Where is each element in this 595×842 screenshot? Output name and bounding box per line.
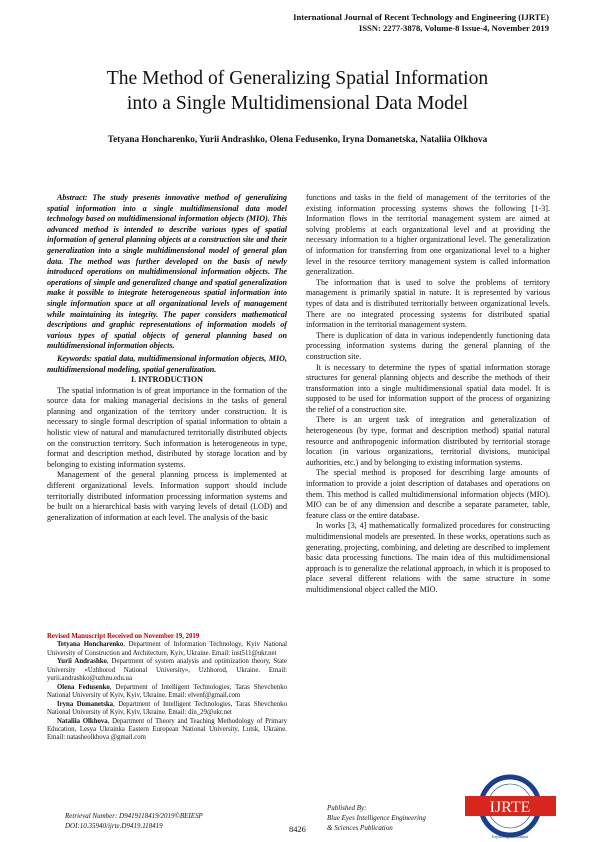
author-note-text: , Department of Intelligent Technologies, Taras Shevchenko National University of Kyiv, Kyiv, Ukraine. Email: elvenf@gmail.com [47, 683, 288, 700]
author-note-name: Iryna Domanetska [57, 700, 114, 708]
author-note-name: Yurii Andrashko [57, 658, 107, 666]
journal-name: International Journal of Recent Technology and Engineering (IJRTE) [293, 12, 549, 22]
retrieval-number: Retrieval Number: D9419118419/2019©BEIESP [65, 812, 203, 820]
doi: DOI:10.35940/ijrte.D9419.118419 [65, 822, 163, 830]
title-line-1: The Method of Generalizing Spatial Information [106, 68, 489, 89]
author-note-name: Nataliia Olkhova [57, 717, 108, 725]
paragraph: It is necessary to determine the types of spatial information storage structures for general planning objects and describe the methods of their transformation into a single multidimensional spatial data model. It is supposed to be used for information support of the process of organizing the relief of a construction site. [306, 362, 550, 414]
keywords-label: Keywords: [57, 353, 93, 363]
author-note-text: , Department of Theory and Teaching Methodology of Primary Education, Lesya Ukrainka Eastern European National University, Lutsk, Ukraine. Email: natasheolkhova @gmail.com [47, 717, 288, 742]
published-by: Published By: [327, 804, 367, 812]
paragraph: The special method is proposed for describing large amounts of information to provide a joint description of databases and operations on them. This method is called multidimensional information objects (MIO). MIO can be of any dimension and describe a separate parameter, table, feature class or the entire database. [306, 468, 550, 520]
author-note [47, 684, 287, 701]
author-note [47, 658, 287, 683]
paragraph: There is duplication of data in various independently functioning data processing information systems during the general planning of the construction site. [306, 330, 550, 361]
logo-text: IJRTE [489, 799, 531, 816]
page-number: 8426 [289, 825, 306, 834]
revised-date: Revised Manuscript Received on November 19, 2019 [47, 633, 200, 640]
abstract-text: The study presents innovative method of generalizing spatial information into a single multidimensional data model technology based on multidimensional information objects (MIO). This advanced method is intended to describe various types of spatial information of general planning objects at a construction site and their generalization into a single multidimensional model of general plan data. The method was further developed on the basis of newly introduced operations on multidimensional information objects. The operations of simple and generalized change and spatial generalization make it possible to integrate heterogeneous spatial information into single information space at all organizational levels of management while maintaining its integrity. The paper considers mathematical descriptions and graphic representations of information models of various types of spatial objects of general planning based on multidimensional information objects. [47, 193, 287, 351]
left-column [47, 193, 287, 523]
publisher-line-2: & Sciences Publication [327, 824, 393, 832]
author-note [47, 718, 287, 743]
abstract-label: Abstract: [57, 193, 88, 202]
paragraph: The information that is used to solve the problems of territory management is primarily spatial in nature. It is represented by various types of data and is distributed territorially between organizational levels. There are no integrated processing systems for distributed spatial information in the territorial management system. [306, 277, 550, 330]
journal-issn: ISSN: 2277-3878, Volume-8 Issue-4, November 2019 [358, 23, 549, 33]
abstract [47, 193, 287, 352]
author-note-text: , Department of Intelligent Technologies, Taras Shevchenko National University of Kyiv, Kyiv, Ukraine. Email: din_29@ukr.net [47, 700, 287, 717]
paragraph: The spatial information is of great importance in the formation of the source data for making managerial decisions in the tasks of general planning and organization of the territory under construction. It is necessary to single formal description of spatial information to obtain a holistic view of natural and manufactured territorially distributed objects on the construction territory. Such information is heterogeneous in type, format and description method, distributed by storage location and by belonging to existing information systems. [47, 385, 287, 469]
author-notes [47, 633, 287, 743]
ijrte-logo [463, 774, 558, 840]
paragraph: functions and tasks in the field of management of the territories of the existing information processing systems shows the following [1-3]. Information flows in the territorial management system are aimed at solving problems at each organizational level and at providing the necessary information to a higher organizational level. The generalization of information for transferring from one organizational level to a higher level in the resource territory management system is called information generalization. [306, 193, 550, 277]
author-note-name: Tetyana Honcharenko [57, 641, 124, 649]
author-note-text: , Department of Information Technology, Kyiv National University of Construction and Architecture, Kyiv, Ukraine. Email: iust511@ukr.net [47, 641, 287, 657]
right-column [306, 193, 550, 596]
section-heading: I. INTRODUCTION [131, 375, 203, 385]
author-note-name: Olena Fedusenko [57, 683, 110, 691]
logo-bottom-text: Exploring Innovation [491, 834, 529, 839]
paragraph: In works [3, 4] mathematically formalized procedures for constructing multidimensional models are presented. In these works, operations such as generating, projecting, combining, and deleting are described to implement basic data processing functions. The main idea of this multidimensional approach is to generalize the relational approach, in which it is proposed to place several different relations with the same structure in some multidimensional object called the MIO. [306, 521, 550, 594]
author-list: Tetyana Honcharenko, Yurii Andrashko, Olena Fedusenko, Iryna Domanetska, Nataliia Olkhova [107, 134, 488, 144]
author-note-text: , Department of system analysis and optimization theory, State University «Uzhhorod National University», Uzhhorod, Ukraine. Email: yurii.andrashko@uzhnu.edu.ua [47, 658, 287, 683]
author-note [47, 641, 287, 658]
keywords [47, 354, 287, 375]
publisher-line-1: Blue Eyes Intelligence Engineering [327, 814, 426, 822]
keywords-text: spatial data, multidimensional information objects, MIO, multidimensional modeling, spatial generalization. [47, 353, 287, 374]
paragraph: There is an urgent task of integration and generalization of heterogeneous (by type, format and description method) spatial natural resource and anthropogenic information distributed by territorial storage location (in various organizations, territorial divisions, municipal authorities, etc.) and by belonging to existing information systems. [306, 415, 550, 467]
paragraph: Management of the general planning process is implemented at different organizational levels. Information support should include territorially distributed information processing information systems and be built on a hierarchical basis with varying levels of detail (LOD) and generalization of information at each level. The analysis of the basic [47, 470, 287, 522]
paper-title [40, 66, 555, 116]
author-note [47, 701, 287, 718]
title-line-2: into a Single Multidimensional Data Model [126, 93, 469, 114]
